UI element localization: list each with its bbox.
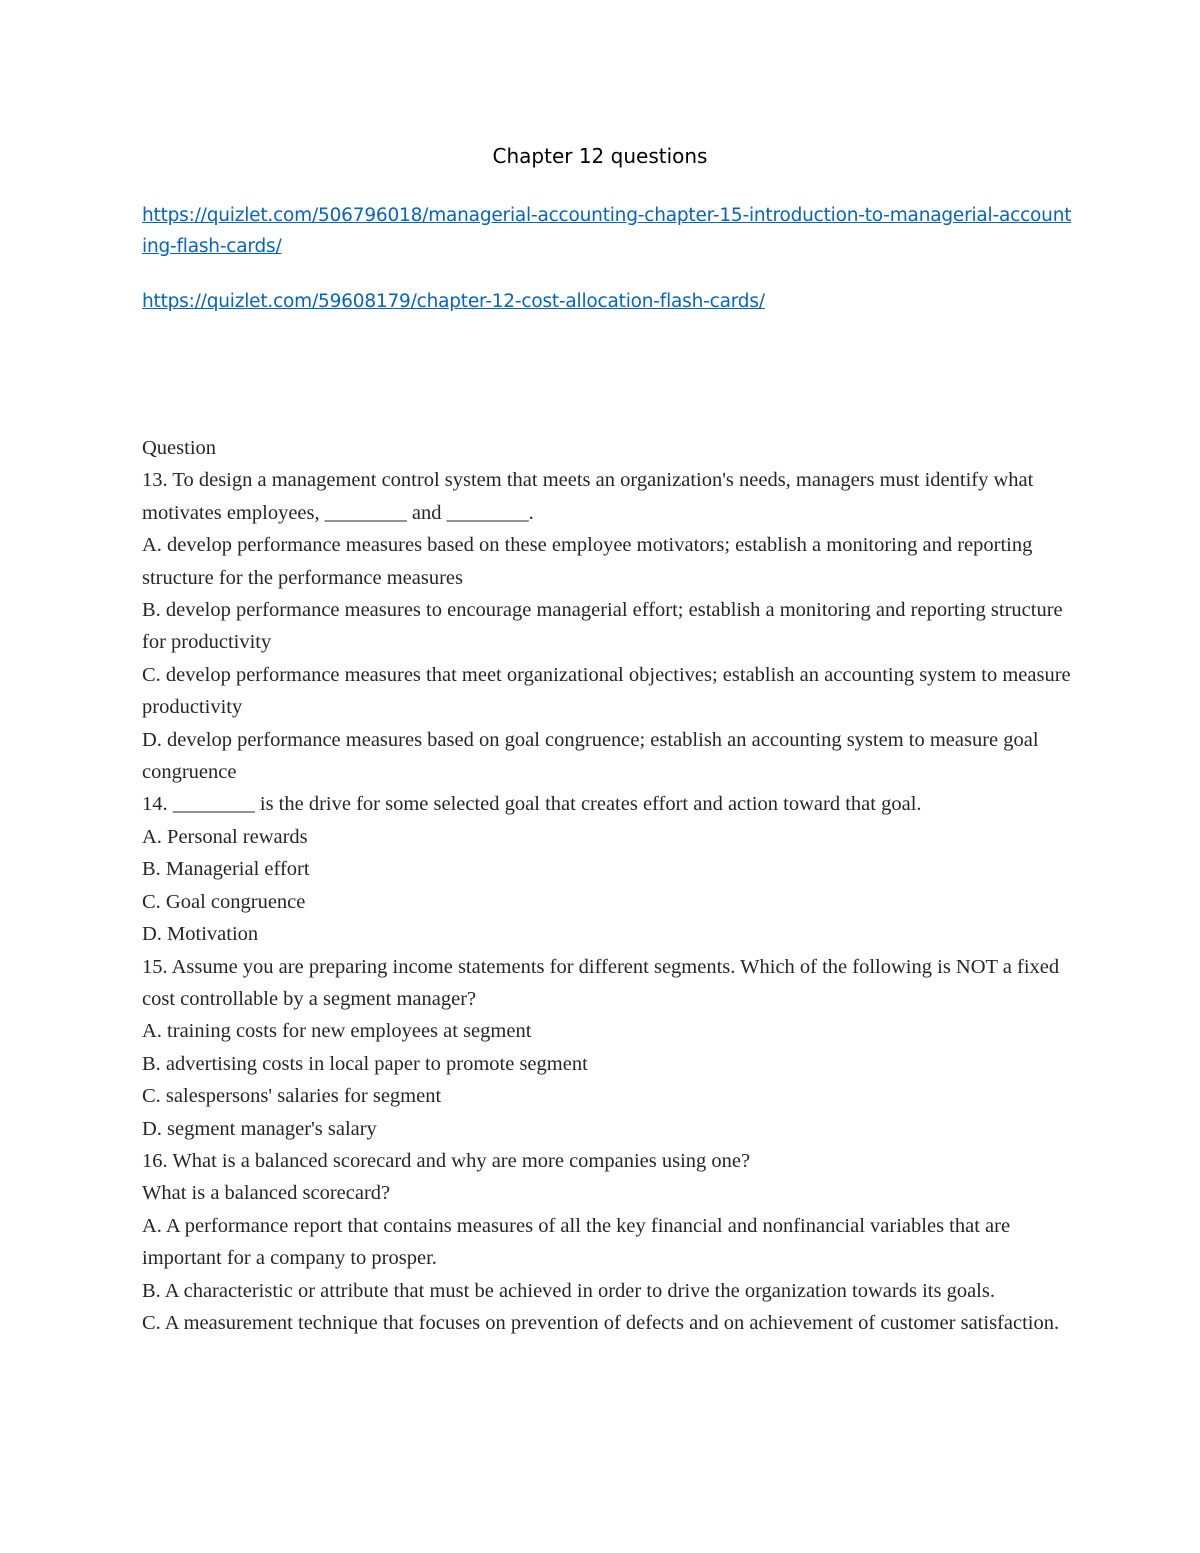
question-15-option-c: C. salespersons' salaries for segment [142, 1085, 442, 1108]
question-heading: Question [142, 437, 217, 459]
question-15: 15. Assume you are preparing income statements for different segments. Which of the following is NOT a fixed cost controllable by a segment manager? [142, 955, 1060, 1010]
question-13-option-b: B. develop performance measures to encourage managerial effort; establish a monitoring and reporting structure for productivity [142, 599, 1063, 654]
question-14-option-a: A. Personal rewards [142, 825, 308, 848]
question-16: 16. What is a balanced scorecard and why are more companies using one? [142, 1149, 751, 1172]
question-13-option-c: C. develop performance measures that meet organizational objectives; establish an accounting system to measure productivity [142, 663, 1071, 719]
question-16-option-c: C. A measurement technique that focuses on prevention of defects and on achievement of customer satisfaction. [142, 1311, 1060, 1334]
document-title: Chapter 12 questions [492, 144, 708, 168]
quizlet-link-cost-allocation[interactable]: https://quizlet.com/59608179/chapter-12-cost-allocation-flash-cards/ [142, 291, 765, 312]
question-15-option-b: B. advertising costs in local paper to promote segment [142, 1052, 588, 1075]
question-14-option-b: B. Managerial effort [142, 858, 310, 881]
question-13: 13. To design a management control system that meets an organization's needs, managers must identify what motivates employees, ________ and ________. [142, 469, 1034, 524]
question-15-option-d: D. segment manager's salary [142, 1117, 377, 1140]
question-14-option-d: D. Motivation [142, 923, 259, 946]
quizlet-link-managerial-accounting[interactable]: https://quizlet.com/506796018/managerial-accounting-chapter-15-introduction-to-managerial-accounting-flash-cards/ [142, 205, 1072, 257]
question-13-option-d: D. develop performance measures based on goal congruence; establish an accounting system to measure goal congruence [142, 728, 1039, 784]
question-16-option-b: B. A characteristic or attribute that must be achieved in order to drive the organization towards its goals. [142, 1279, 995, 1302]
question-16-option-a: A. A performance report that contains measures of all the key financial and nonfinancial variables that are important for a company to prosper. [142, 1214, 1011, 1270]
question-14-option-c: C. Goal congruence [142, 890, 306, 913]
question-16-subquestion: What is a balanced scorecard? [142, 1182, 391, 1205]
question-body [142, 432, 1072, 1339]
question-14: 14. ________ is the drive for some selected goal that creates effort and action toward that goal. [142, 793, 922, 816]
question-13-option-a: A. develop performance measures based on these employee motivators; establish a monitoring and reporting structure for the performance measures [142, 534, 1033, 589]
question-15-option-a: A. training costs for new employees at segment [142, 1020, 532, 1043]
